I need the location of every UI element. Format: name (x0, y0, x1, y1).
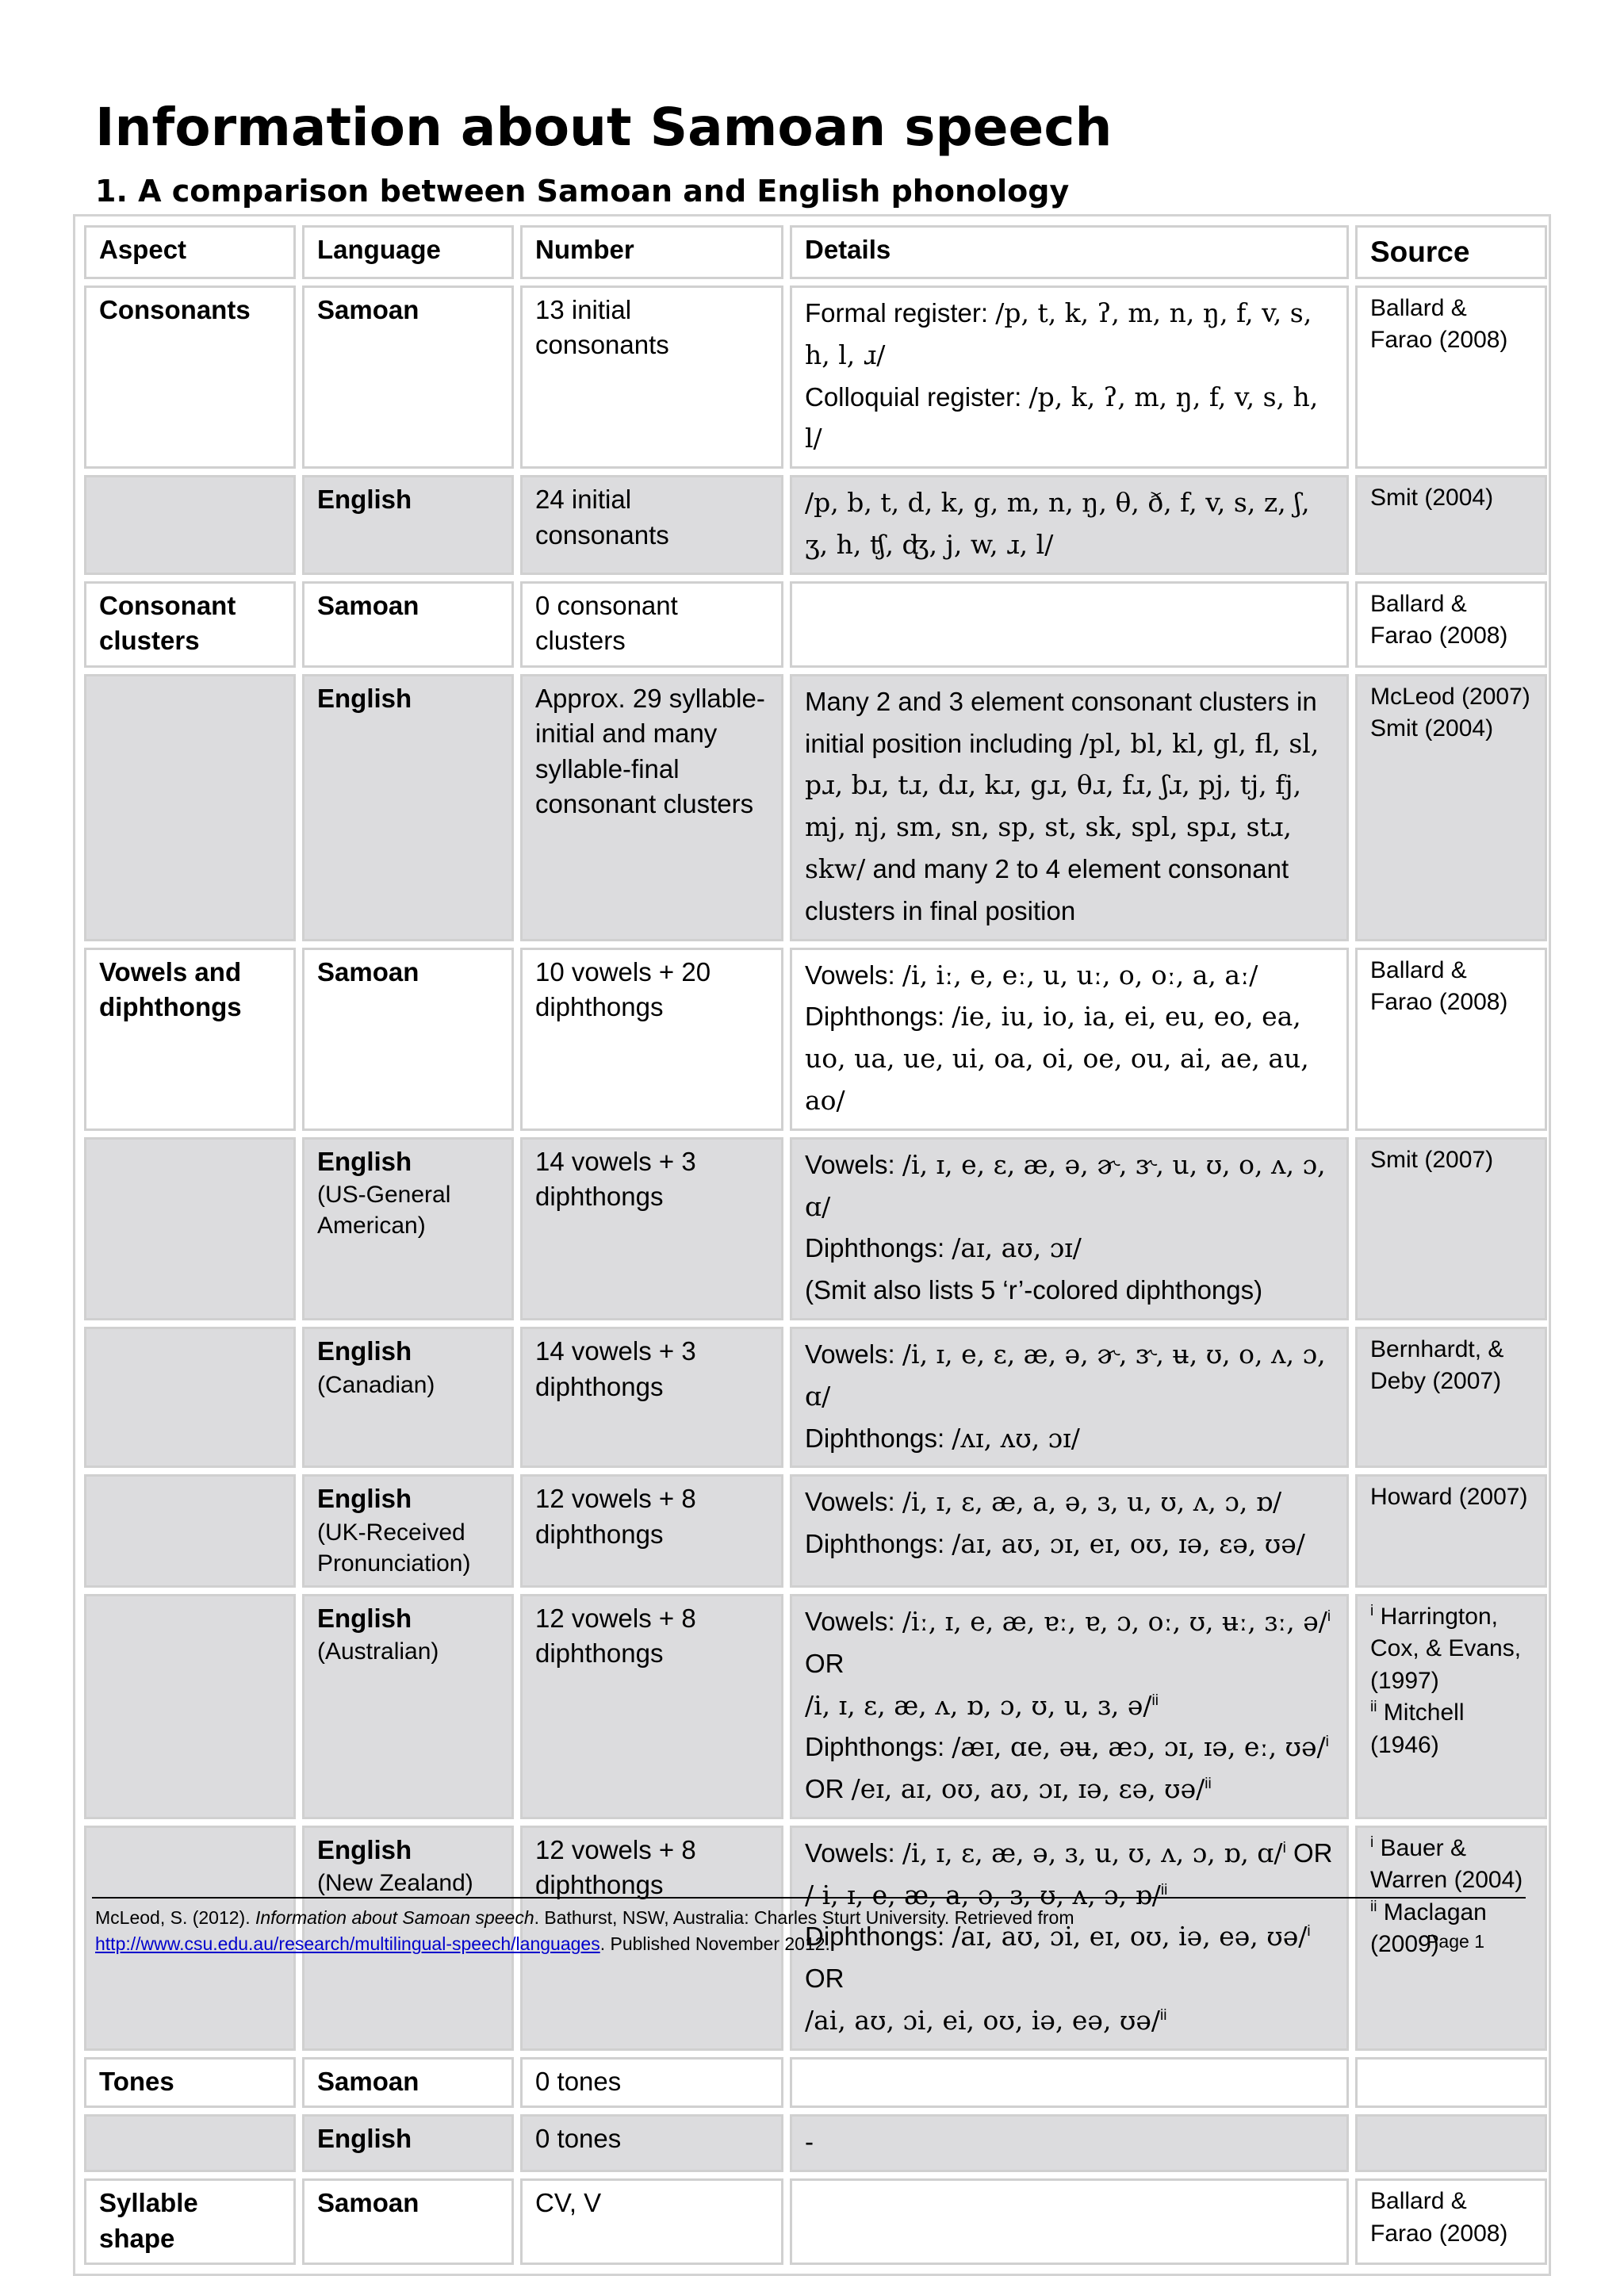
source-reference: Howard (2007) (1370, 1484, 1528, 1511)
source-reference: Ballard & Farao (2008) (1370, 956, 1508, 1016)
cell-aspect (84, 1594, 296, 1819)
source-reference: Smit (2004) (1370, 485, 1494, 512)
source-reference: McLeod (2007) (1370, 683, 1530, 710)
details-line: / i, ɪ, e, æ, a, ə, ɜ, ʊ, ʌ, ɔ, ɒ/$^{ii}$ (805, 1879, 1168, 1910)
cell-source (1355, 581, 1547, 668)
cell-language (302, 285, 514, 469)
details-line: Vowels: /iː, ɪ, e, æ, ɐː, ɐ, ɔ, oː, ʊ, ʉː, ɜː, ə/$^i$ OR (805, 1605, 1331, 1678)
cell-source (1355, 1327, 1547, 1468)
cell-aspect: Consonant clusters (84, 581, 296, 668)
source-reference: $^i$ Harrington, Cox, & Evans, (1997) (1370, 1602, 1522, 1694)
header-aspect: Aspect (84, 225, 296, 279)
cell-aspect (84, 674, 296, 941)
cell-language (302, 1474, 514, 1588)
source-reference: Bernhardt, & Deby (2007) (1370, 1335, 1504, 1395)
details-line: Colloquial register: /p, k, ʔ, m, ŋ, f, v, s, h, l/ (805, 381, 1319, 454)
cell-number: 0 tones (520, 2114, 783, 2172)
language-name: English (317, 2124, 412, 2154)
citation-url-link[interactable]: http://www.csu.edu.au/research/multilingual-speech/languages (95, 1933, 600, 1955)
header-details: Details (790, 225, 1349, 279)
cell-details (790, 2178, 1349, 2265)
language-variety: (New Zealand) (317, 1870, 473, 1897)
details-line: Diphthongs: /ʌɪ, ʌʊ, ɔɪ/ (805, 1422, 1080, 1454)
table-row (84, 948, 1547, 1131)
cell-language (302, 475, 514, 575)
cell-number: CV, V (520, 2178, 783, 2265)
language-variety: (UK-Received Pronunciation) (317, 1519, 471, 1577)
language-variety: (Canadian) (317, 1371, 435, 1398)
table-row (84, 285, 1547, 469)
cell-source (1355, 1474, 1547, 1588)
cell-details (790, 1594, 1349, 1819)
details-line: Diphthongs: /aɪ, aʊ, ɔɪ/ (805, 1232, 1082, 1264)
footer-divider (92, 1897, 1526, 1899)
table-row (84, 2057, 1547, 2109)
cell-source (1355, 2114, 1547, 2172)
cell-language (302, 2057, 514, 2109)
details-line: OR /eɪ, aɪ, oʊ, aʊ, ɔɪ, ɪə, ɛə, ʊə/$^{ii}$ (805, 1773, 1212, 1805)
language-name: English (317, 485, 412, 515)
language-name: English (317, 1484, 412, 1514)
page-title: Information about Samoan speech (95, 97, 1113, 158)
cell-source (1355, 1594, 1547, 1819)
details-line: Vowels: /i, ɪ, ɛ, æ, a, ə, ɜ, u, ʊ, ʌ, ɔ, ɒ/ (805, 1486, 1282, 1518)
header-number: Number (520, 225, 783, 279)
language-name: Samoan (317, 956, 419, 987)
details-line: Vowels: /i, iː, e, eː, u, uː, o, oː, a, aː/ (805, 959, 1258, 990)
table-row (84, 1327, 1547, 1468)
details-line: Many 2 and 3 element consonant clusters in initial position including /pl, bl, kl, gl, fl, sl, pɹ, bɹ, tɹ, dɹ, kɹ, gɹ, θɹ, fɹ, ʃɹ, pj, tj, fj, mj, nj, sm, sn, sp, st, sk, spl, spɹ, stɹ, skw/ and many 2 to 4 element consonant clusters in final position (805, 686, 1320, 925)
details-line: /i, ɪ, ɛ, æ, ʌ, ɒ, ɔ, ʊ, u, ɜ, ə/$^{ii}$ (805, 1689, 1159, 1721)
details-line: Vowels: /i, ɪ, ɛ, æ, ə, ɜ, u, ʊ, ʌ, ɔ, ɒ, ɑ/$^i$ OR (805, 1837, 1333, 1868)
section-heading: 1. A comparison between Samoan and English phonology (95, 174, 1070, 209)
table-row (84, 581, 1547, 668)
source-reference: Smit (2007) (1370, 1146, 1494, 1173)
table-row (84, 1594, 1547, 1819)
language-name: English (317, 1146, 412, 1176)
source-reference: Smit (2004) (1370, 715, 1494, 742)
footer-citation (95, 1905, 1491, 1958)
details-line: Diphthongs: /ie, iu, io, ia, ei, eu, eo, ea, uo, ua, ue, ui, oa, oi, oe, ou, ai, ae, au, ao/ (805, 1001, 1309, 1116)
language-variety: (US-General American) (317, 1182, 451, 1240)
table-row (84, 2178, 1547, 2265)
cell-number: 10 vowels + 20 diphthongs (520, 948, 783, 1131)
source-reference: $^{ii}$ Maclagan (2009) (1370, 1898, 1487, 1958)
cell-language (302, 948, 514, 1131)
cell-language (302, 581, 514, 668)
details-line: Vowels: /i, ɪ, e, ɛ, æ, ə, ɚ, ɝ, u, ʊ, o, ʌ, ɔ, ɑ/ (805, 1148, 1326, 1222)
cell-aspect: Consonants (84, 285, 296, 469)
cell-details (790, 674, 1349, 941)
cell-number: 12 vowels + 8 diphthongs (520, 1474, 783, 1588)
cell-details (790, 1474, 1349, 1588)
cell-details (790, 948, 1349, 1131)
citation-published: . Published November 2012. (599, 1933, 830, 1955)
cell-source (1355, 1137, 1547, 1320)
cell-language (302, 1327, 514, 1468)
cell-aspect (84, 1137, 296, 1320)
language-variety: (Australian) (317, 1638, 439, 1665)
cell-source (1355, 948, 1547, 1131)
table-header-row (84, 225, 1547, 279)
cell-details (790, 2114, 1349, 2172)
cell-details (790, 285, 1349, 469)
language-name: Samoan (317, 2188, 419, 2218)
cell-aspect: Tones (84, 2057, 296, 2109)
cell-number: 12 vowels + 8 diphthongs (520, 1594, 783, 1819)
table-row (84, 475, 1547, 575)
source-reference: $^{ii}$ Mitchell (1946) (1370, 1699, 1465, 1758)
table-row (84, 2114, 1547, 2172)
details-line: /p, b, t, d, k, g, m, n, ŋ, θ, ð, f, v, s, z, ʃ, ʒ, h, ʧ, ʤ, j, w, ɹ, l/ (805, 487, 1310, 560)
details-line: - (805, 2127, 814, 2157)
header-source: Source (1355, 225, 1547, 279)
citation-line-1 (95, 1905, 1491, 1931)
table-row (84, 1474, 1547, 1588)
citation-author: McLeod, S. (2012). (95, 1907, 255, 1928)
source-reference: $^i$ Bauer & Warren (2004) (1370, 1833, 1523, 1894)
citation-line-2 (95, 1931, 1491, 1957)
phonology-comparison-table (73, 214, 1551, 2276)
details-line: Diphthongs: /æɪ, ɑe, əʉ, æɔ, ɔɪ, ɪə, eː, ʊə/$^i$ (805, 1731, 1329, 1763)
header-language: Language (302, 225, 514, 279)
cell-number: 0 tones (520, 2057, 783, 2109)
cell-aspect: Syllable shape (84, 2178, 296, 2265)
cell-details (790, 1327, 1349, 1468)
cell-source (1355, 285, 1547, 469)
cell-source (1355, 475, 1547, 575)
cell-number: 24 initial consonants (520, 475, 783, 575)
details-line: /ai, aʊ, ɔi, ei, oʊ, iə, eə, ʊə/$^{ii}$ (805, 2005, 1167, 2037)
source-reference: Ballard & Farao (2008) (1370, 294, 1508, 354)
citation-title: Information about Samoan speech (255, 1907, 534, 1928)
cell-aspect (84, 475, 296, 575)
cell-aspect (84, 2114, 296, 2172)
cell-number: 13 initial consonants (520, 285, 783, 469)
language-name: Samoan (317, 294, 419, 324)
source-reference: Ballard & Farao (2008) (1370, 590, 1508, 649)
details-line: Diphthongs: /aɪ, aʊ, ɔɪ, eɪ, oʊ, ɪə, ɛə, ʊə/ (805, 1528, 1305, 1560)
cell-aspect (84, 1327, 296, 1468)
cell-language (302, 674, 514, 941)
cell-language (302, 2114, 514, 2172)
cell-number: 0 consonant clusters (520, 581, 783, 668)
details-line: Formal register: /p, t, k, ʔ, m, n, ŋ, f, v, s, h, l, ɹ/ (805, 297, 1312, 370)
cell-details (790, 1137, 1349, 1320)
source-reference: Ballard & Farao (2008) (1370, 2188, 1508, 2247)
cell-details (790, 2057, 1349, 2109)
cell-source (1355, 2057, 1547, 2109)
cell-language (302, 2178, 514, 2265)
details-line: (Smit also lists 5 ‘r’-colored diphthongs) (805, 1275, 1263, 1305)
cell-details (790, 581, 1349, 668)
cell-number: Approx. 29 syllable-initial and many syllable-final consonant clusters (520, 674, 783, 941)
cell-number: 14 vowels + 3 diphthongs (520, 1327, 783, 1468)
language-name: English (317, 1335, 412, 1366)
cell-number: 12 vowels + 8 diphthongs (520, 1826, 783, 2051)
language-name: Samoan (317, 590, 419, 620)
cell-details (790, 475, 1349, 575)
language-name: Samoan (317, 2066, 419, 2096)
language-name: English (317, 683, 412, 713)
details-line: Vowels: /i, ɪ, e, ɛ, æ, ə, ɚ, ɝ, ʉ, ʊ, o, ʌ, ɔ, ɑ/ (805, 1338, 1326, 1412)
table-row (84, 1137, 1547, 1320)
cell-source (1355, 2178, 1547, 2265)
cell-aspect (84, 1474, 296, 1588)
table-row (84, 674, 1547, 941)
cell-language (302, 1137, 514, 1320)
cell-aspect: Vowels and diphthongs (84, 948, 296, 1131)
details-line: Diphthongs: /aɪ, aʊ, ɔi, eɪ, oʊ, iə, eə, ʊə/$^i$ OR (805, 1921, 1311, 1994)
language-name: English (317, 1834, 412, 1864)
cell-language (302, 1594, 514, 1819)
cell-number: 14 vowels + 3 diphthongs (520, 1137, 783, 1320)
page-number: Page 1 (1427, 1931, 1484, 1952)
language-name: English (317, 1603, 412, 1633)
cell-source (1355, 674, 1547, 941)
citation-publisher: . Bathurst, NSW, Australia: Charles Sturt University. Retrieved from (534, 1907, 1074, 1928)
